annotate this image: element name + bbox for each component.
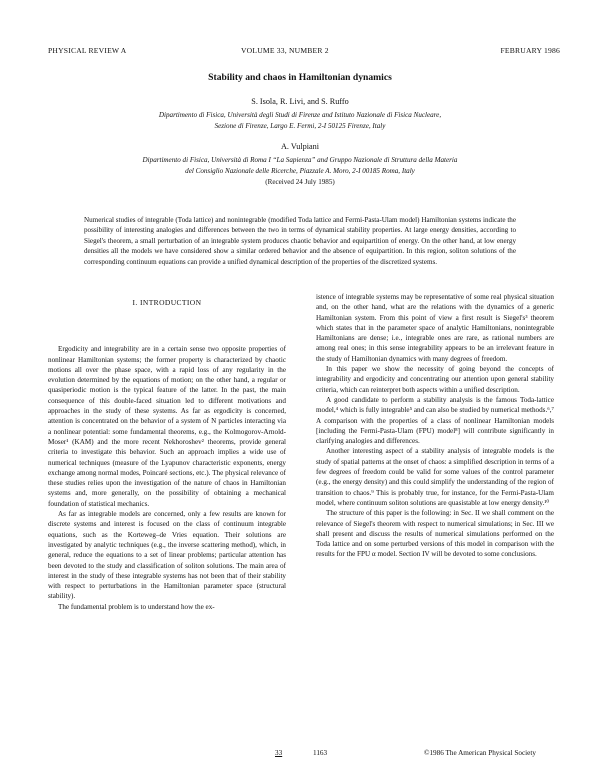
left-column xyxy=(48,294,286,612)
footer-copyright: ©1986 The American Physical Society xyxy=(424,749,536,757)
affiliation-2-line-1: Dipartimento di Fisica, Università di Roma I “La Sapienza” and Gruppo Nazionale di Struttura della Materia xyxy=(142,156,458,164)
right-paragraph-3: A good candidate to perform a stability analysis is the famous Toda-lattice model,⁴ which is fully integrable⁵ and can also be studied by numerical methods.⁶,⁷ A comparison with the properties of a class of nonlinear Hamiltonian models [including the Fermi-Pasta-Ulam (FPU) model⁸] will contribute significantly in clarifying analogies and differences. xyxy=(316,395,554,446)
right-paragraph-1: istence of integrable systems may be representative of some real physical situation and, on the other hand, what are the relations with the dynamics of a generic Hamiltonian system. From this point of view a first result is Siegel's³ theorem which states that in the parameter space of analytic Hamiltonians, nonintegrable Hamiltonians are dense; i.e., integrable ones are rare, as rational numbers are among real ones; in this sense integrability appears to be an irrelevant feature in the study of Hamiltonian dynamics with many degrees of freedom. xyxy=(316,293,554,363)
paper-title: Stability and chaos in Hamiltonian dynamics xyxy=(208,72,392,83)
affiliation-1-line-2: Sezione di Firenze, Largo E. Fermi, 2-I 50125 Firenze, Italy xyxy=(214,122,386,130)
right-paragraph-4: Another interesting aspect of a stability analysis of integrable models is the study of spatial patterns at the onset of chaos: a simplified description in terms of a few degrees of freedom could be valid for some values of the control parameter (e.g., the energy density) and this could simplify the understanding of the region of transition to chaos.⁹ This is probably true, for instance, for the Fermi-Pasta-Ulam model, where continuum soliton solutions are quasistable at low energy density.¹⁰ xyxy=(316,447,554,507)
right-paragraph-2: In this paper we show the necessity of going beyond the concepts of integrability and ergodicity and concentrating our attention upon general stability criteria, which can reinterpret both aspects within a unified description. xyxy=(316,365,554,394)
left-paragraph-1: Ergodicity and integrability are in a certain sense two opposite properties of nonlinear Hamiltonian systems; the former property is characterized by chaotic motions all over the phase space, with a rapid loss of any regularity in the evolution determined by the equations of motion; on the other hand, a regular or quasiperiodic motion is the typical feature of the latter. In the past, the main consequence of this double-faced situation led to different motivations and approaches in the study of these systems. As far as ergodicity is concerned, attention is concentrated on the behavior of a system of N particles interacting via a nonlinear potential: some fundamental theorems, e.g., the Kolmogorov-Arnold-Moser¹ (KAM) and the more recent Nekhoroshev² theorems, provide general criteria to investigate this behavior. Such an approach implies a wide use of numerical techniques (measure of the Lyapunov characteristic exponents, energy exchange among normal modes, Poincaré sections, etc.). The physical relevance of these studies relies upon the investigation of the nature of chaos in Hamiltonian systems and, more generally, on the possibility of obtaining a mechanical foundation of statistical mechanics. xyxy=(48,345,286,508)
left-paragraph-3: The fundamental problem is to understand how the ex- xyxy=(58,602,215,611)
running-header-journal: PHYSICAL REVIEW A xyxy=(48,46,127,55)
abstract: Numerical studies of integrable (Toda lattice) and nonintegrable (modified Toda lattice and Fermi-Pasta-Ulam model) Hamiltonian systems indicate the possibility of interesting analogies and differences between the two in terms of dynamical stability properties. At large energy densities, according to Siegel's theorem, a small perturbation of an integrable system produces chaotic behavior and equipartition of energy. On the other hand, at low energy densities all the models we have considered show a similar ordered behavior and the absence of equipartition. In this region, soliton solutions of the corresponding continuum equations can provide a unified dynamical description of the properties of the discretized systems. xyxy=(84,216,516,266)
left-paragraph-2: As far as integrable models are concerned, only a few results are known for discrete systems and interest is focused on the class of continuum integrable equations, such as the Korteweg–de Vries equation. Their solutions are investigated by analytic techniques (e.g., the inverse scattering method), which, in general, reduce the equations to a set of linear problems; particular attention has been devoted to the study and classification of soliton solutions. The main area of interest in the study of these integrable systems has not been that of their stability with respect to perturbations in the Hamiltonian parameter space (structural stability). xyxy=(48,510,286,601)
received-date: (Received 24 July 1985) xyxy=(265,178,335,186)
section-heading-introduction: I. INTRODUCTION xyxy=(132,298,202,307)
affiliation-1-line-1: Dipartimento di Fisica, Università degli Studi di Firenze and Istituto Nazionale di Fisica Nucleare, xyxy=(158,111,442,119)
running-header-volume: VOLUME 33, NUMBER 2 xyxy=(241,46,329,55)
author-list-2: A. Vulpiani xyxy=(280,142,320,151)
right-column xyxy=(316,292,554,560)
affiliation-2-line-2: del Consiglio Nazionale delle Ricerche, Piazzale A. Moro, 2-I 00185 Roma, Italy xyxy=(185,167,415,175)
running-header-date: FEBRUARY 1986 xyxy=(500,46,560,55)
right-paragraph-5: The structure of this paper is the following: in Sec. II we shall comment on the relevance of Siegel's theorem with respect to numerical simulations; in Sec. III we shall present and discuss the results of numerical simulations performed on the Toda lattice and on some perturbed versions of this model in comparison with the results for the FPU α model. Section IV will be devoted to some conclusions. xyxy=(316,509,554,559)
author-list-1: S. Isola, R. Livi, and S. Ruffo xyxy=(251,97,349,106)
footer-volume-ref: 33 xyxy=(275,749,283,757)
footer-page-number: 1163 xyxy=(313,749,328,757)
